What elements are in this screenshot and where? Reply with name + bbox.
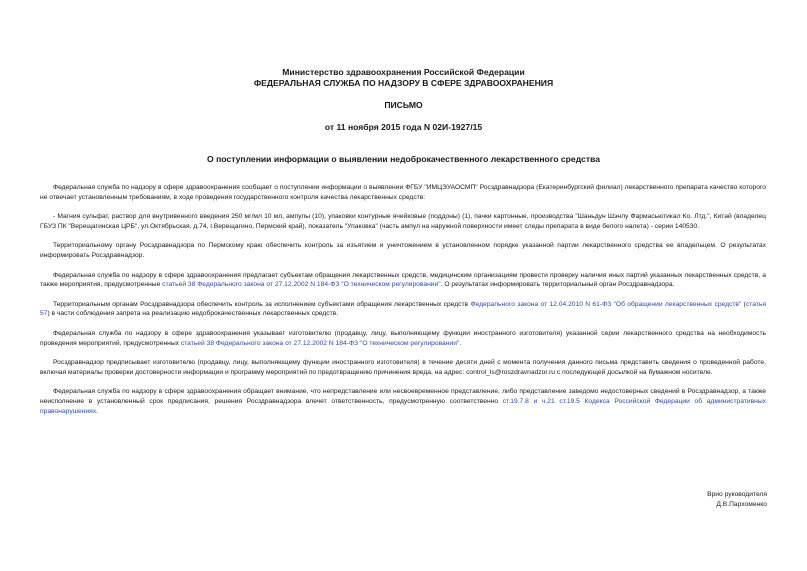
paragraph-4-text-end: . О результатах информировать территориальный орган Росздравнадзора. bbox=[440, 281, 675, 289]
law-184fz-article38-link[interactable]: статьей 38 Федерального закона от 27.12.2002 N 184-ФЗ "О техническом регулировании" bbox=[162, 281, 441, 289]
paragraph-6 bbox=[40, 329, 766, 348]
paragraph-8 bbox=[40, 387, 766, 416]
paragraph-5-text-end: ) в части соблюдения запрета на реализацию недоброкачественных лекарственных средств. bbox=[47, 310, 339, 318]
letter-body bbox=[40, 183, 766, 416]
paragraph-6-text-end: . bbox=[459, 339, 462, 347]
paragraph-1: Федеральная служба по надзору в сфере здравоохранения сообщает о поступлении информации о выявлении ФГБУ "ИМЦЭУАОСМП" Росздравнадзора (Екатеринбургский филиал) лекарственного препарата качество которого не отвечает установленным требованиям, в ходе проведения государственного контроля качества лекарственных средств: bbox=[40, 184, 766, 201]
paragraph-3: Территориальному органу Росздравнадзора по Пермскому краю обеспечить контроль за изъятием и уничтожением в установленном порядке указанной партии лекарственного средства ее владельцем. О результатах информировать Росздравнадзор. bbox=[40, 242, 766, 259]
paragraph-7: Росздравнадзор предписывает изготовителю (продавцу, лицу, выполняющему функции иностранного изготовителя) в течение десяти дней с момента получения данного письма представить сведения о проведенной работе, включая материалы проверки достоверности информации и программу мероприятий по предотвращению причинения вреда, на адрес: control_ls@roszdravnadzor.ru с последующей досылкой на бумажном носителе. bbox=[40, 359, 766, 376]
paragraph-5 bbox=[40, 300, 766, 319]
ministry-title: Министерство здравоохранения Российской Федерации bbox=[282, 67, 525, 77]
paragraph-4 bbox=[40, 271, 766, 290]
signature-block bbox=[707, 490, 767, 510]
signatory-position: Врио руководителя bbox=[707, 491, 767, 498]
paragraph-8-text: Федеральная служба по надзору в сфере здравоохранения обращает внимание, что непредставление или несвоевременное представление, либо представление заведомо недостоверных сведений в Росздравнадзор, а также неисполнение в установленный срок предписания, решения Росздравнадзора влечет ответственность, предусмотренную соответственно bbox=[40, 388, 766, 405]
paragraph-2: - Магния сульфат, раствор для внутривенного введения 250 мг/мл 10 мл, ампулы (10), упаковки контурные ячейковые (поддоны) (1), пачки картонные, производства "Шаньдун Шэнлу Фармасьютикал Ко. Лтд.", Китай (владелец ГБУЗ ПК "Верещагинская ЦРБ", ул.Октябрьская, д.74, г.Верещагино, Пермский край), показатель "Упаковка" (часть ампул на наружной поверхности имеет следы препарата в виде белого налета) - серии 140530. bbox=[40, 213, 766, 230]
paragraph-6-text: Федеральная служба по надзору в сфере здравоохранения указывает изготовителю (продавцу, лицу, выполняющему функции иностранного изготовителя) указанной серии лекарственного средства на необходимость проведения мероприятий, предусмотренных bbox=[40, 329, 766, 347]
service-title: ФЕДЕРАЛЬНАЯ СЛУЖБА ПО НАДЗОРУ В СФЕРЕ ЗДРАВООХРАНЕНИЯ bbox=[253, 78, 554, 88]
paragraph-5-text: Территориальным органам Росздравнадзора обеспечить контроль за исполнением субъектами обращения лекарственных средств bbox=[53, 300, 471, 308]
article-19-7-8-link[interactable]: ст.19.7.8 bbox=[502, 397, 529, 405]
paragraph-4-text: Федеральная служба по надзору в сфере здравоохранения предлагает субъектам обращения лекарственных средств, медицинским организациям провести проверку наличия иных партий указанных лекарственных средств, а также мероприятия, предусмотренные bbox=[40, 271, 766, 289]
law-184fz-article38-link-2[interactable]: статьей 38 Федерального закона от 27.12.2002 N 184-ФЗ "О техническом регулировании" bbox=[180, 339, 460, 347]
law-61fz-link[interactable]: Федерального закона от 12.04.2010 N 61-ФЗ "Об обращении лекарственных средств" bbox=[470, 300, 742, 308]
signatory-name: Д.В.Пархоменко bbox=[716, 501, 767, 508]
document-type: ПИСЬМО bbox=[384, 100, 423, 110]
paragraph-5-text-mid: ( bbox=[741, 300, 746, 308]
koap-article-19-5-link[interactable]: и ч.21 ст.19.5 Кодекса Российской Федерации об административных правонарушениях bbox=[40, 397, 767, 415]
paragraph-8-text-end: . bbox=[96, 407, 98, 415]
document-subject: О поступлении информации о выявлении недоброкачественного лекарственного средства bbox=[207, 154, 600, 164]
article-57-link[interactable]: статья 57 bbox=[40, 300, 766, 318]
document-date-number: от 11 ноября 2015 года N 02И-1927/15 bbox=[324, 122, 483, 132]
